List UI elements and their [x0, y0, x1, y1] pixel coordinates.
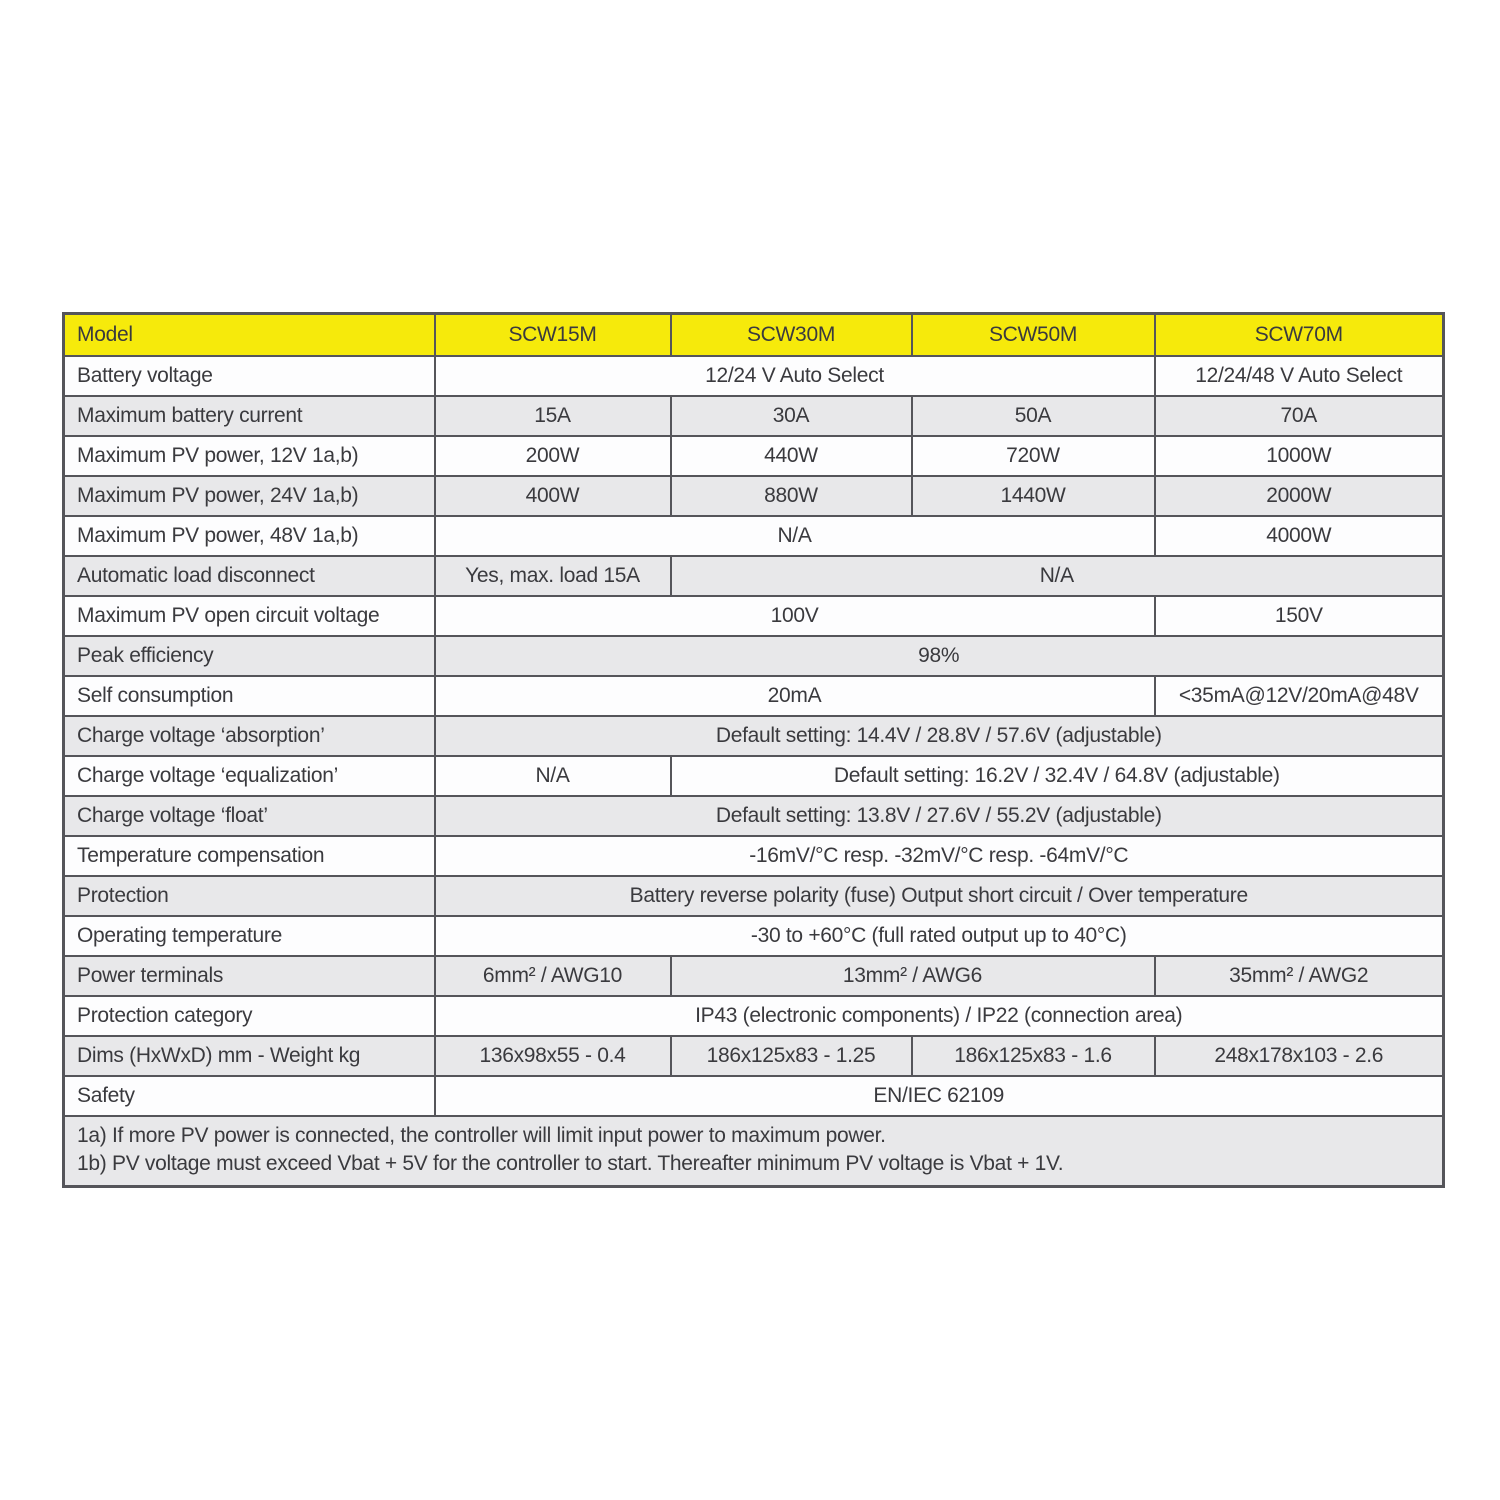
row-label: Maximum PV power, 12V 1a,b) — [64, 436, 435, 476]
value-cell: <35mA@12V/20mA@48V — [1155, 676, 1444, 716]
header-row — [64, 314, 1444, 356]
row-label: Charge voltage ‘absorption’ — [64, 716, 435, 756]
row-label: Safety — [64, 1076, 435, 1116]
table-row — [64, 676, 1444, 716]
value-cell: Default setting: 13.8V / 27.6V / 55.2V (adjustable) — [435, 796, 1444, 836]
value-cell: 720W — [912, 436, 1155, 476]
footnote-line: 1a) If more PV power is connected, the controller will limit input power to maximum power. — [77, 1123, 886, 1147]
value-cell: 1000W — [1155, 436, 1444, 476]
table-row — [64, 1076, 1444, 1116]
footnote-line: 1b) PV voltage must exceed Vbat + 5V for the controller to start. Thereafter minimum PV voltage is Vbat + 1V. — [77, 1151, 1064, 1175]
value-cell: Battery reverse polarity (fuse) Output short circuit / Over temperature — [435, 876, 1444, 916]
value-cell: 15A — [435, 396, 671, 436]
value-cell: Yes, max. load 15A — [435, 556, 671, 596]
row-label: Power terminals — [64, 956, 435, 996]
value-cell: 20mA — [435, 676, 1155, 716]
value-cell: 150V — [1155, 596, 1444, 636]
table-row — [64, 716, 1444, 756]
column-header-scw50m: SCW50M — [912, 314, 1155, 356]
table-row — [64, 916, 1444, 956]
value-cell: 2000W — [1155, 476, 1444, 516]
row-label: Maximum PV power, 48V 1a,b) — [64, 516, 435, 556]
spec-table-body — [64, 356, 1444, 1187]
value-cell: 186x125x83 - 1.6 — [912, 1036, 1155, 1076]
value-cell: 30A — [671, 396, 912, 436]
row-label: Maximum battery current — [64, 396, 435, 436]
value-cell: 98% — [435, 636, 1444, 676]
value-cell: 13mm² / AWG6 — [671, 956, 1155, 996]
value-cell: 880W — [671, 476, 912, 516]
spec-table — [62, 312, 1445, 1188]
table-row — [64, 556, 1444, 596]
value-cell: 6mm² / AWG10 — [435, 956, 671, 996]
table-row — [64, 1036, 1444, 1076]
table-row — [64, 396, 1444, 436]
table-row — [64, 996, 1444, 1036]
footnote-row — [64, 1116, 1444, 1187]
value-cell: -30 to +60°C (full rated output up to 40°C) — [435, 916, 1444, 956]
value-cell: 100V — [435, 596, 1155, 636]
row-label: Automatic load disconnect — [64, 556, 435, 596]
row-label: Temperature compensation — [64, 836, 435, 876]
value-cell: 400W — [435, 476, 671, 516]
value-cell: 70A — [1155, 396, 1444, 436]
value-cell: 186x125x83 - 1.25 — [671, 1036, 912, 1076]
table-row — [64, 956, 1444, 996]
row-label: Charge voltage ‘equalization’ — [64, 756, 435, 796]
value-cell: Default setting: 16.2V / 32.4V / 64.8V (adjustable) — [671, 756, 1444, 796]
value-cell: 12/24 V Auto Select — [435, 356, 1155, 396]
row-label: Dims (HxWxD) mm - Weight kg — [64, 1036, 435, 1076]
table-row — [64, 596, 1444, 636]
value-cell: EN/IEC 62109 — [435, 1076, 1444, 1116]
table-row — [64, 516, 1444, 556]
row-label: Protection category — [64, 996, 435, 1036]
row-label: Maximum PV open circuit voltage — [64, 596, 435, 636]
row-label: Charge voltage ‘float’ — [64, 796, 435, 836]
value-cell: N/A — [671, 556, 1444, 596]
table-row — [64, 436, 1444, 476]
value-cell: -16mV/°C resp. -32mV/°C resp. -64mV/°C — [435, 836, 1444, 876]
footnotes — [64, 1116, 1444, 1187]
table-row — [64, 356, 1444, 396]
value-cell: 4000W — [1155, 516, 1444, 556]
spec-table-header — [64, 314, 1444, 356]
row-label: Maximum PV power, 24V 1a,b) — [64, 476, 435, 516]
value-cell: 1440W — [912, 476, 1155, 516]
value-cell: 200W — [435, 436, 671, 476]
table-row — [64, 636, 1444, 676]
value-cell: IP43 (electronic components) / IP22 (connection area) — [435, 996, 1444, 1036]
value-cell: 440W — [671, 436, 912, 476]
value-cell: 248x178x103 - 2.6 — [1155, 1036, 1444, 1076]
table-row — [64, 876, 1444, 916]
row-label: Peak efficiency — [64, 636, 435, 676]
value-cell: Default setting: 14.4V / 28.8V / 57.6V (adjustable) — [435, 716, 1444, 756]
row-label: Protection — [64, 876, 435, 916]
column-header-scw15m: SCW15M — [435, 314, 671, 356]
column-header-model: Model — [64, 314, 435, 356]
value-cell: 136x98x55 - 0.4 — [435, 1036, 671, 1076]
row-label: Self consumption — [64, 676, 435, 716]
value-cell: 12/24/48 V Auto Select — [1155, 356, 1444, 396]
table-row — [64, 476, 1444, 516]
column-header-scw30m: SCW30M — [671, 314, 912, 356]
value-cell: 35mm² / AWG2 — [1155, 956, 1444, 996]
row-label: Operating temperature — [64, 916, 435, 956]
value-cell: N/A — [435, 516, 1155, 556]
value-cell: N/A — [435, 756, 671, 796]
value-cell: 50A — [912, 396, 1155, 436]
column-header-scw70m: SCW70M — [1155, 314, 1444, 356]
table-row — [64, 836, 1444, 876]
table-row — [64, 756, 1444, 796]
row-label: Battery voltage — [64, 356, 435, 396]
table-row — [64, 796, 1444, 836]
